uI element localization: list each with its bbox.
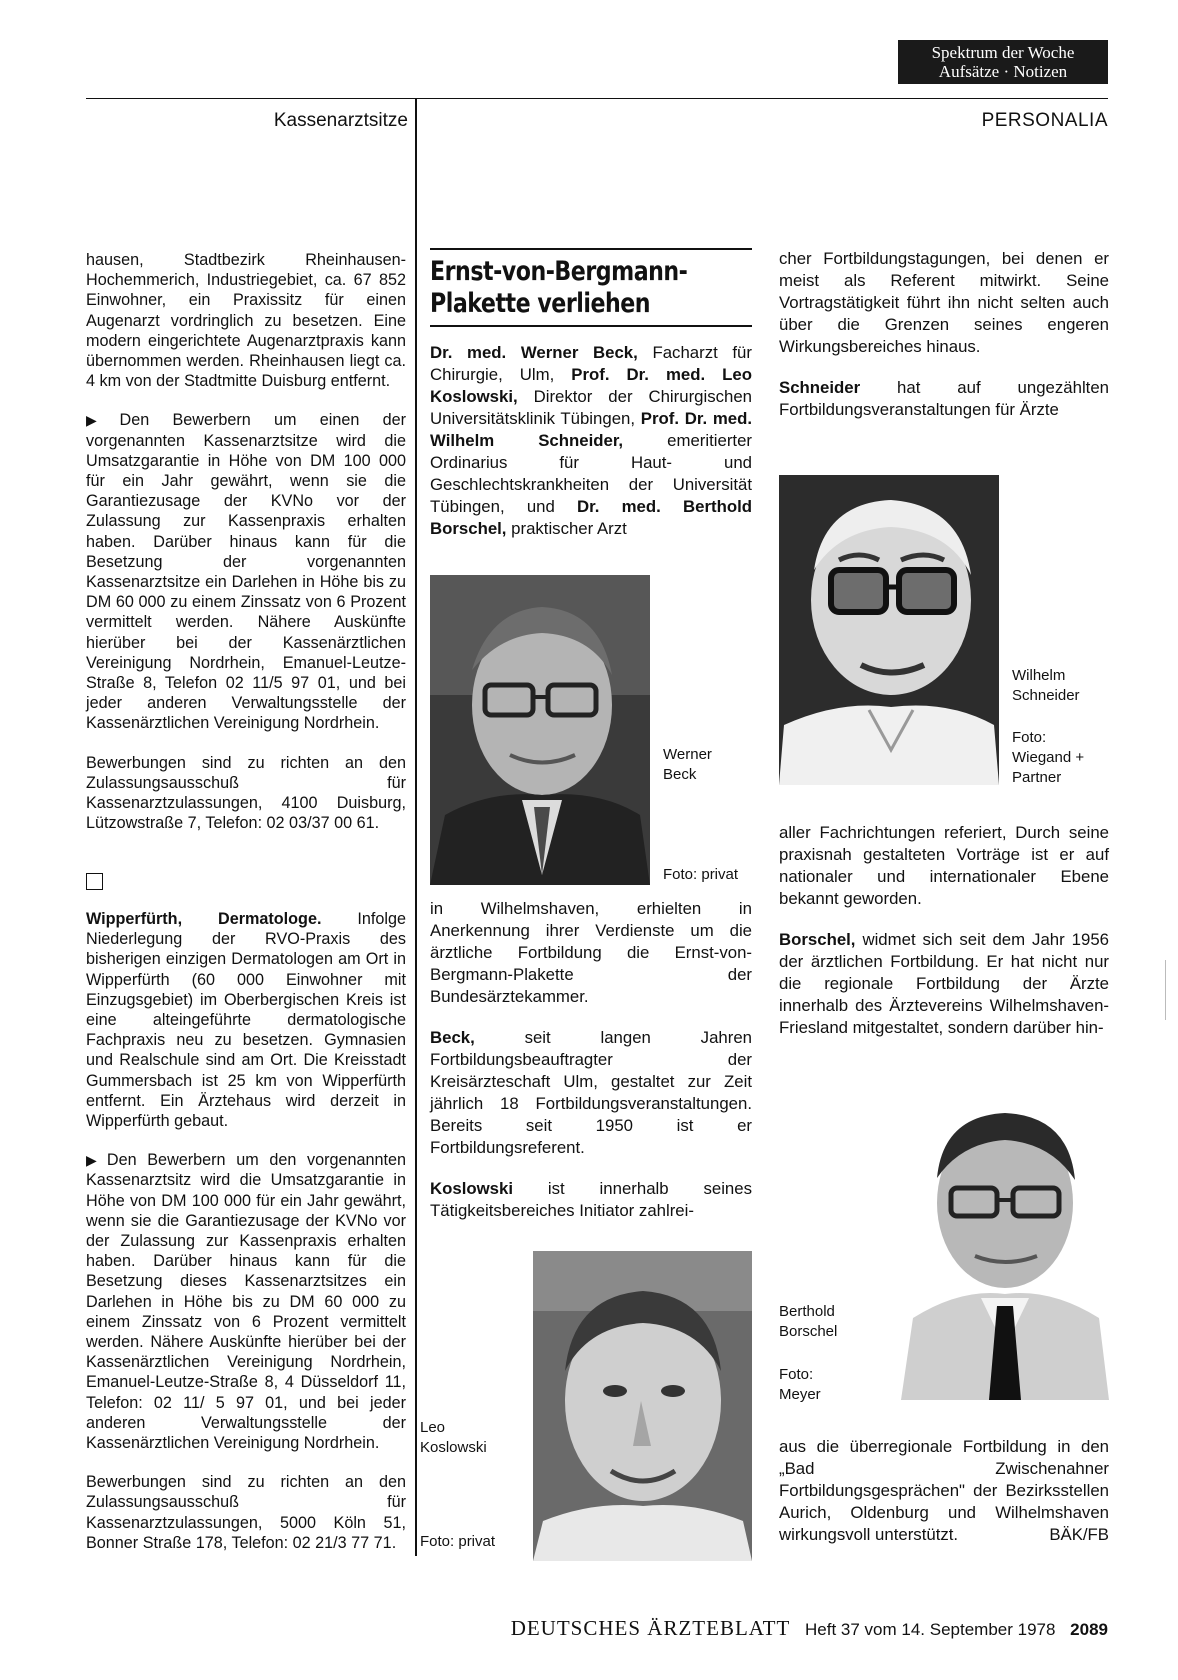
portrait-photo-beck: [430, 575, 650, 885]
article-column-3: [779, 248, 1109, 440]
lead-in: Wipperfürth, Dermatologe.: [86, 910, 322, 928]
article-column-3-continued: [779, 822, 1109, 1058]
caption-beck: Werner Beck: [663, 746, 712, 783]
column-divider: [415, 98, 417, 1556]
paragraph: cher Fortbildungstagungen, bei denen er meist als Referent mitwirkt. Seine Vortragstätigkeit führt ihn nicht selten auch über die Grenzen seines engeren Wirkungsbereiches hinaus.: [779, 249, 1109, 356]
issue-info: Heft 37 vom 14. September 1978: [805, 1620, 1056, 1639]
paragraph: in Wilhelmshaven, erhielten in Anerkennung ihrer Verdienste um die ärztliche Fortbildung die Ernst-von-Bergmann-Plakette der Bundesärztekammer.: [430, 899, 752, 1006]
paragraph: Koslowski ist innerhalb seines Tätigkeitsbereiches Initiator zahlrei-: [430, 1179, 752, 1220]
paragraph: Wipperfürth, Dermatologe. Infolge Niederlegung der RVO-Praxis des bisherigen einzigen Dermatologen am Ort in Wipperfürth (60 000 Einwohner mit Einzugsgebiet) im Oberbergischen Kreis ist eine alteingeführte dermatologische Fachpraxis neu zu besetzen. Gymnasien und Realschule sind am Ort. Die Kreisstadt Gummersbach ist 25 km von Wipperfürth entfernt. Ein Ärztehaus wird derzeit in Wipperfürth gebaut.: [86, 910, 406, 1131]
photo-credit-schneider: Foto: Wiegand + Partner: [1012, 729, 1085, 786]
portrait-photo-koslowski: [533, 1251, 752, 1561]
caption-koslowski: Leo Koslowski: [420, 1419, 487, 1456]
portrait-photo-borschel: [901, 1098, 1109, 1400]
paragraph: Beck, seit langen Jahren Fortbildungsbeauftragter der Kreisärzteschaft Ulm, gestaltet zur Zeit jährlich 18 Fortbildungsveranstaltungen. Bereits seit 1950 ist er Fortbildungsreferent.: [430, 1028, 752, 1157]
caption-borschel: Berthold Borschel: [779, 1303, 838, 1340]
paragraph: Bewerbungen sind zu richten an den Zulassungsausschuß für Kassenarztzulassungen, 4100 Duisburg, Lützowstraße 7, Telefon: 02 03/37 00 61.: [86, 753, 406, 833]
paragraph: hausen, Stadtbezirk Rheinhausen-Hochemmerich, Industriegebiet, ca. 67 852 Einwohner, ein Praxissitz für einen Augenarzt vordringlich zu besetzen. Eine modern eingerichtete Augenarztpraxis kann übernommen werden. Rheinhausen liegt ca. 4 km von der Stadtmitte Duisburg entfernt.: [86, 251, 406, 391]
photo-credit-borschel: Foto: Meyer: [779, 1366, 821, 1403]
arrow-icon: ▶: [86, 412, 116, 429]
paragraph: aller Fachrichtungen referiert, Durch seine praxisnah gestalteten Vorträge ist er auf nationaler und internationaler Ebene bekannt geworden.: [779, 823, 1109, 908]
paragraph: Dr. med. Werner Beck, Facharzt für Chirurgie, Ulm, Prof. Dr. med. Leo Koslowski, Direktor der Chirurgischen Universitätsklinik Tübingen, Prof. Dr. med. Wilhelm Schneider, emeritierter Ordinarius für Haut- und Geschlechtskrankheiten der Universität Tübingen, und Dr. med. Berthold Borschel, praktischer Arzt: [430, 343, 753, 538]
section-header-right: PERSONALIA: [981, 110, 1108, 131]
author-signature: BÄK/FB: [1049, 1525, 1109, 1544]
title-underline: [430, 325, 752, 327]
paragraph: Borschel, widmet sich seit dem Jahr 1956 der ärztlichen Fortbildung. Er hat nicht nur die regionale Fortbildung der Ärzte innerhalb des Ärztevereins Wilhelmshaven-Friesland mitgestaltet, sondern darüber hin-: [779, 930, 1109, 1037]
publication-name: DEUTSCHES ÄRZTEBLATT: [510, 1616, 791, 1640]
title-rule: [430, 248, 752, 250]
caption-schneider: Wilhelm Schneider: [1012, 667, 1080, 704]
checkbox-square-icon: [86, 873, 103, 890]
arrow-icon: ▶: [86, 1152, 103, 1169]
paragraph: Schneider hat auf ungezählten Fortbildungsveranstaltungen für Ärzte: [779, 378, 1109, 419]
photo-credit-koslowski: Foto: privat: [420, 1533, 496, 1550]
portrait-photo-schneider: [779, 475, 999, 785]
column-kassenarztsitze: [86, 250, 406, 852]
page-footer: [380, 1616, 1108, 1641]
paragraph: Bewerbungen sind zu richten an den Zulassungsausschuß für Kassenarztzulassungen, 5000 Köln 51, Bonner Straße 178, Telefon: 02 21/3 77 71.: [86, 1473, 406, 1552]
section-header-left: Kassenarztsitze: [273, 110, 408, 131]
margin-mark: [1165, 960, 1166, 1020]
article-column-3-end: [779, 1436, 1109, 1546]
article-title: Ernst-von-Bergmann- Plakette verliehen: [430, 256, 688, 319]
photo-credit-beck: Foto: privat: [663, 866, 739, 883]
badge-line-2: Aufsätze · Notizen: [938, 62, 1068, 81]
header-rule: [86, 98, 1108, 99]
article-intro: [430, 342, 752, 559]
column-kassenarztsitze-continued: [86, 909, 406, 1572]
page-number: 2089: [1070, 1620, 1108, 1639]
paragraph: aus die überregionale Fortbildung in den „Bad Zwischenahner Fortbildungsgesprächen" der Bezirksstellen Aurich, Oldenburg und Wilhelmshaven wirkungsvoll unterstützt.: [779, 1437, 1109, 1544]
article-body: [430, 898, 752, 1241]
section-badge: [898, 40, 1108, 84]
paragraph: ▶ Den Bewerbern um einen der vorgenannten Kassenarztsitze wird die Umsatzgarantie in Höhe von DM 100 000 für ein Jahr gewährt, wenn sie die Garantiezusage der KVNo vor der Zulassung zur Kassenpraxis erhalten haben. Darüber hinaus kann für die Besetzung der vorgenannten Kassenarztsitze ein Darlehen in Höhe bis zu DM 60 000 zu einem Zinssatz von 6 Prozent vermittelt werden. Nähere Auskünfte hierüber bei der Kassenärztlichen Vereinigung Nordrhein, Emanuel-Leutze-Straße 8, Telefon 02 11/5 97 01, und bei jeder anderen Verwaltungsstelle der Kassenärztlichen Vereinigung Nordrhein.: [86, 411, 406, 733]
paragraph: ▶ Den Bewerbern um den vorgenannten Kassenarztsitz wird die Umsatzgarantie in Höhe von DM 100 000 für ein Jahr gewährt, wenn sie die Garantiezusage der KVNo vor der Zulassung zur Kassenpraxis erhalten haben. Darüber hinaus kann für die Besetzung dieses Kassenarztsitzes ein Darlehen in Höhe bis zu DM 60 000 zu einem Zinssatz von 6 Prozent vermittelt werden. Nähere Auskünfte hierüber bei der Kassenärztlichen Vereinigung Nordrhein, Emanuel-Leutze-Straße 8, 4 Düsseldorf 11, Telefon: 02 11/ 5 97 01, und bei jeder anderen Verwaltungsstelle der Kassenärztlichen Vereinigung Nordrhein.: [86, 1151, 406, 1453]
badge-line-1: Spektrum der Woche: [931, 43, 1075, 62]
